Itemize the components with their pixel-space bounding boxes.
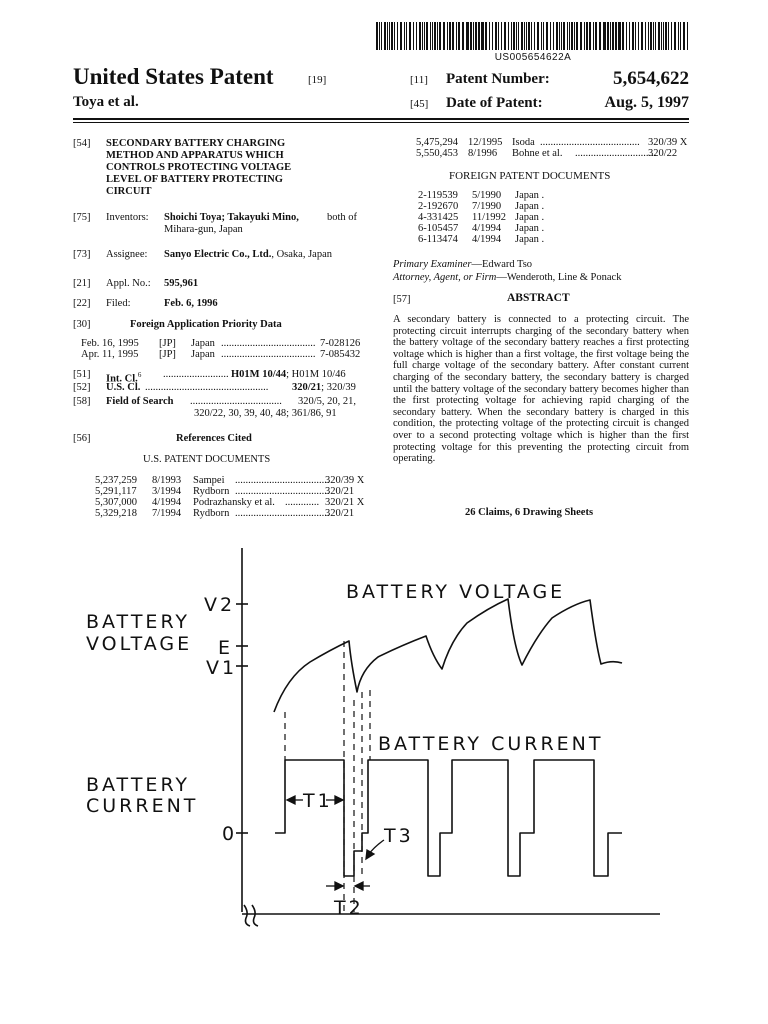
barcode-bar [443,22,445,50]
appl-no-label: Appl. No.: [106,278,151,289]
appl-no-value: 595,961 [164,278,199,289]
patent-number-code: [11] [410,74,428,86]
us-ref-number: 5,307,000 [95,497,137,508]
field-of-search-line-1: 320/5, 20, 21, [298,396,357,407]
barcode-bar [683,22,685,50]
t1-label: T1 [303,790,333,812]
us-ref-number: 5,550,453 [416,148,458,159]
title-code: [19] [308,74,327,86]
barcode-bar [473,22,474,50]
us-ref-class: 320/39 X [325,475,365,486]
barcode-bar [381,22,382,50]
current-waveform-title: BATTERY CURRENT [378,733,604,755]
barcode-bar [526,22,527,50]
foreign-ref-country: Japan . [515,201,545,212]
voltage-curve [274,599,622,712]
patent-number-label: Patent Number: [446,71,550,87]
barcode-bar [475,22,476,50]
barcode-bar [576,22,577,50]
barcode-bar [663,22,664,50]
barcode-bar [541,22,542,50]
voltage-curve-title: BATTERY VOLTAGE [346,581,566,603]
assignee-value: Sanyo Electric Co., Ltd., Osaka, Japan [164,249,332,260]
barcode-bar [492,22,493,50]
barcode-bar [618,22,619,50]
us-cl-dots: ............................................... [145,382,269,393]
barcode-bar [603,22,604,50]
title-line-1: SECONDARY BATTERY CHARGING [106,138,286,149]
foreign-ref-date: 7/1990 [472,201,502,212]
foreign-ref-date: 4/1994 [472,223,502,234]
barcode-bar [432,22,433,50]
us-ref-dots: ............................... [575,148,657,159]
us-ref-number: 5,475,294 [416,137,458,148]
barcode-bar [546,22,548,50]
foreign-ref-date: 4/1994 [472,234,502,245]
barcode-bar [610,22,611,50]
barcode-bar [456,22,457,50]
us-ref-class: 320/39 X [648,137,688,148]
us-ref-inventor: Isoda [512,137,535,148]
barcode-bar [379,22,380,50]
barcode [376,22,690,50]
barcode-bar [387,22,388,50]
field-75-code: [75] [73,212,91,223]
barcode-bar [635,22,636,50]
priority-country-2: Japan [191,349,215,360]
barcode-bar [571,22,573,50]
title-line-2: METHOD AND APPARATUS WHICH [106,150,284,161]
barcode-bar [641,22,643,50]
barcode-bar [416,22,417,50]
barcode-bar [424,22,425,50]
us-ref-dots: .................................... [235,508,330,519]
voltage-axis-label-1: BATTERY [86,611,191,633]
us-ref-inventor: Rydborn [193,508,230,519]
barcode-bar [671,22,672,50]
barcode-bar [632,22,634,50]
priority-cc-1: [JP] [159,338,176,349]
barcode-bar [513,22,515,50]
date-code: [45] [410,98,429,110]
us-ref-inventor: Bohne et al. [512,148,563,159]
barcode-bar [485,22,487,50]
foreign-ref-number: 6-105457 [418,223,459,234]
patent-title-heading: United States Patent [73,64,274,89]
barcode-bar [419,22,421,50]
us-ref-number: 5,291,117 [95,486,137,497]
foreign-ref-country: Japan . [515,234,545,245]
us-ref-class: 320/21 [325,508,355,519]
foreign-docs-heading: FOREIGN PATENT DOCUMENTS [449,170,611,182]
field-54-code: [54] [73,138,91,149]
barcode-bar [400,22,402,50]
inventors-short: Toya et al. [73,94,139,110]
barcode-bar [561,22,562,50]
priority-dots-1: .................................... [221,338,316,349]
barcode-bar [426,22,428,50]
priority-date-1: Feb. 16, 1995 [81,338,139,349]
us-ref-inventor: Rydborn [193,486,230,497]
priority-heading: Foreign Application Priority Data [130,319,282,330]
barcode-bar [595,22,596,50]
barcode-bar [645,22,646,50]
priority-date-2: Apr. 11, 1995 [81,349,139,360]
int-cl-value: H01M 10/44; H01M 10/46 [231,369,346,380]
tick-label-zero: 0 [222,823,238,845]
foreign-ref-date: 11/1992 [472,212,507,223]
barcode-bar [447,22,448,50]
barcode-bar [524,22,525,50]
us-ref-dots: ...................................... [540,137,640,148]
barcode-bar [531,22,532,50]
priority-country-1: Japan [191,338,215,349]
barcode-bar [586,22,587,50]
abstract-text: A secondary battery is connected to a protecting circuit. The protecting circuit interrupts charging of the secondary battery when the battery voltage of the secondary battery reaches a first protecting voltage which is higher than a first voltage, the first voltage being the full charge voltage of the secondary battery. After constant current charging of the secondary battery, the secondary battery is charged until the battery voltage of the secondary battery becomes higher than the first protecting voltage for achieving rapid charging of the secondary battery. When the secondary battery is charged in this condition, the protecting voltage of the protecting circuit is changed over to a second protecting voltage which is higher than the first protecting voltage for this preventing the protecting circuit from operating. [393,314,689,465]
references-heading: References Cited [176,433,252,444]
filed-value: Feb. 6, 1996 [164,298,218,309]
field-30-code: [30] [73,319,91,330]
barcode-bar [680,22,681,50]
barcode-bar [550,22,551,50]
examiner-line: Primary Examiner—Edward Tso [393,259,533,270]
barcode-bar [653,22,654,50]
priority-cc-2: [JP] [159,349,176,360]
barcode-bar [580,22,582,50]
voltage-axis-label-2: VOLTAGE [86,633,193,655]
title-line-4: LEVEL OF BATTERY PROTECTING [106,174,283,185]
header-rule [73,118,689,120]
barcode-bar [511,22,512,50]
us-ref-class: 320/22 [648,148,678,159]
inventors-names: Shoichi Toya; Takayuki Mino, [164,212,299,223]
inventors-location: Mihara-gun, Japan [164,224,243,235]
int-cl-label: Int. Cl.$^6$ [106,371,142,385]
barcode-bar [678,22,679,50]
title-line-5: CIRCUIT [106,186,152,197]
priority-dots-2: .................................... [221,349,316,360]
us-ref-class: 320/21 X [325,497,365,508]
us-ref-date: 7/1994 [152,508,182,519]
title-line-3: CONTROLS PROTECTING VOLTAGE [106,162,292,173]
date-label: Date of Patent: [446,95,543,111]
barcode-bar [537,22,539,50]
assignee-label: Assignee: [106,249,148,260]
current-axis-label-1: BATTERY [86,774,191,796]
barcode-bar [516,22,517,50]
us-ref-inventor: Sampei [193,475,225,486]
foreign-ref-date: 5/1990 [472,190,502,201]
barcode-bar [470,22,472,50]
us-ref-inventor: Podrazhansky et al. [193,497,275,508]
field-21-code: [21] [73,278,91,289]
barcode-bar [406,22,407,50]
barcode-bar [622,22,624,50]
barcode-bar [478,22,480,50]
barcode-bar [404,22,405,50]
barcode-bar [466,22,467,50]
barcode-bar [584,22,585,50]
barcode-bar [518,22,519,50]
foreign-ref-country: Japan . [515,223,545,234]
barcode-bar [658,22,660,50]
us-cl-label: U.S. Cl. [106,382,141,393]
us-patent-docs-heading: U.S. PATENT DOCUMENTS [143,454,271,465]
barcode-bar [422,22,423,50]
us-ref-date: 12/1995 [468,137,503,148]
barcode-bar [648,22,649,50]
barcode-bar [604,22,605,50]
foreign-ref-country: Japan . [515,212,545,223]
barcode-number: US005654622A [494,52,572,63]
abstract-code: [57] [393,294,411,305]
barcode-bar [626,22,627,50]
barcode-bar [668,22,669,50]
barcode-bar [495,22,497,50]
barcode-bar [482,22,483,50]
barcode-bar [650,22,652,50]
barcode-bar [567,22,568,50]
barcode-bar [521,22,523,50]
foreign-ref-number: 2-192670 [418,201,459,212]
us-cl-value: 320/21; 320/39 [292,382,356,393]
tick-label-v1: V1 [206,657,238,679]
barcode-bar [559,22,560,50]
barcode-bar [501,22,502,50]
tick-label-e: E [218,637,234,659]
barcode-bar [439,22,440,50]
barcode-bar [528,22,530,50]
barcode-bar [452,22,454,50]
us-ref-dots: ............. [285,497,320,508]
barcode-bar [458,22,459,50]
us-ref-date: 8/1996 [468,148,498,159]
int-cl-dots: ......................... [163,369,229,380]
barcode-bar [553,22,554,50]
foreign-ref-country: Japan . [515,190,545,201]
barcode-bar [409,22,411,50]
barcode-bar [384,22,386,50]
barcode-bar [674,22,676,50]
us-ref-dots: .................................... [235,475,330,486]
barcode-bar [434,22,436,50]
field-52-code: [52] [73,382,91,393]
barcode-bar [467,22,468,50]
filed-label: Filed: [106,298,131,309]
barcode-bar [619,22,620,50]
us-ref-date: 8/1993 [152,475,182,486]
field-22-code: [22] [73,298,91,309]
barcode-bar [462,22,464,50]
header-rule-thin [73,122,689,123]
barcode-bar [687,22,688,50]
us-ref-number: 5,237,259 [95,475,137,486]
barcode-bar [489,22,490,50]
barcode-bar [504,22,506,50]
field-of-search-line-2: 320/22, 30, 39, 40, 48; 361/86, 91 [194,408,337,419]
barcode-bar [394,22,395,50]
patent-date: Aug. 5, 1997 [604,94,689,111]
field-51-code: [51] [73,369,91,380]
barcode-bar [430,22,431,50]
barcode-bar [574,22,575,50]
axis-break-mark [244,905,250,926]
foreign-ref-number: 2-119539 [418,190,458,201]
foreign-ref-number: 6-113474 [418,234,458,245]
barcode-bar [449,22,450,50]
barcode-bar [661,22,662,50]
barcode-bar [629,22,630,50]
barcode-bar [389,22,390,50]
barcode-bar [534,22,535,50]
field-of-search-label: Field of Search [106,396,174,407]
field-73-code: [73] [73,249,91,260]
us-ref-dots: .................................... [235,486,330,497]
field-of-search-dots: ................................... [190,396,282,407]
inventors-rest: both of [327,212,358,223]
foreign-ref-number: 4-331425 [418,212,459,223]
barcode-bar [556,22,558,50]
current-axis-label-2: CURRENT [86,795,199,817]
barcode-bar [376,22,378,50]
barcode-bar [599,22,601,50]
battery-charging-figure [0,530,768,930]
barcode-bar [569,22,570,50]
barcode-bar [563,22,565,50]
field-56-code: [56] [73,433,91,444]
inventors-label: Inventors: [106,212,149,223]
barcode-bar [612,22,613,50]
us-ref-number: 5,329,218 [95,508,137,519]
priority-num-2: 7-085432 [320,349,361,360]
us-ref-class: 320/21 [325,486,355,497]
patent-number: 5,654,622 [613,68,689,89]
barcode-bar [638,22,639,50]
barcode-bar [655,22,656,50]
tick-label-v2: V2 [204,594,236,616]
barcode-bar [589,22,591,50]
t2-label: T2 [334,897,364,919]
barcode-bar [481,22,482,50]
barcode-bar [615,22,617,50]
barcode-bar [543,22,544,50]
us-ref-date: 3/1994 [152,486,182,497]
abstract-heading: ABSTRACT [507,292,570,304]
priority-num-1: 7-028126 [320,338,361,349]
barcode-bar [607,22,609,50]
us-ref-date: 4/1994 [152,497,182,508]
barcode-bar [593,22,594,50]
barcode-bar [665,22,667,50]
barcode-bar [437,22,438,50]
barcode-bar [508,22,509,50]
current-waveform [275,760,622,876]
barcode-bar [498,22,499,50]
t3-label: T3 [384,825,414,847]
claims-summary: 26 Claims, 6 Drawing Sheets [465,507,594,518]
barcode-bar [413,22,414,50]
attorney-line: Attorney, Agent, or Firm—Wenderoth, Line & Ponack [393,272,622,283]
barcode-bar [391,22,393,50]
barcode-bar [397,22,398,50]
field-58-code: [58] [73,396,91,407]
